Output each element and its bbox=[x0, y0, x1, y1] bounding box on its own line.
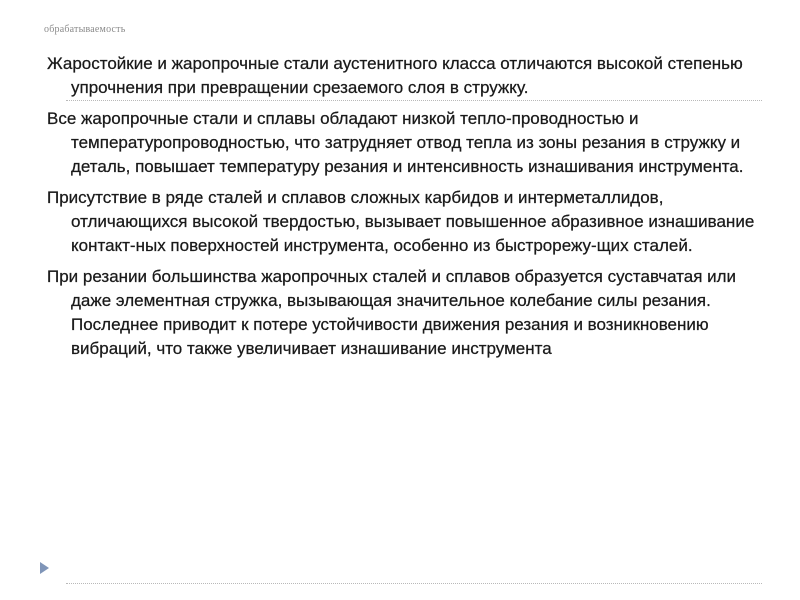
footer-divider bbox=[66, 583, 762, 584]
slide-header: обрабатываемость bbox=[44, 24, 126, 35]
paragraph-1: Жаростойкие и жаропрочные стали аустенитного класса отличаются высокой степенью упрочнения при превращении срезаемого слоя в стружку. bbox=[47, 54, 743, 97]
paragraph-4: При резании большинства жаропрочных сталей и сплавов образуется суставчатая или даже элементная стружка, вызывающая значительное колебание силы резания. Последнее приводит к потере устойчивости движения резания и возникновению вибраций, что также увеличивает изнашивание инструмента bbox=[47, 267, 737, 358]
paragraph-2: Все жаропрочные стали и сплавы обладают низкой тепло-проводностью и температуропроводностью, что затрудняет отвод тепла из зоны резания в стружку и деталь, повышает температуру резания и интенсивность изнашивания инструмента. bbox=[47, 109, 744, 176]
slide-body bbox=[47, 52, 767, 368]
triangle-right-icon bbox=[40, 562, 49, 574]
paragraph-3: Присутствие в ряде сталей и сплавов сложных карбидов и интерметаллидов, отличающихся высокой твердостью, вызывает повышенное абразивное изнашивание контакт-ных поверхностей инструмента, особенно из быстрорежу-щих сталей. bbox=[47, 188, 755, 255]
